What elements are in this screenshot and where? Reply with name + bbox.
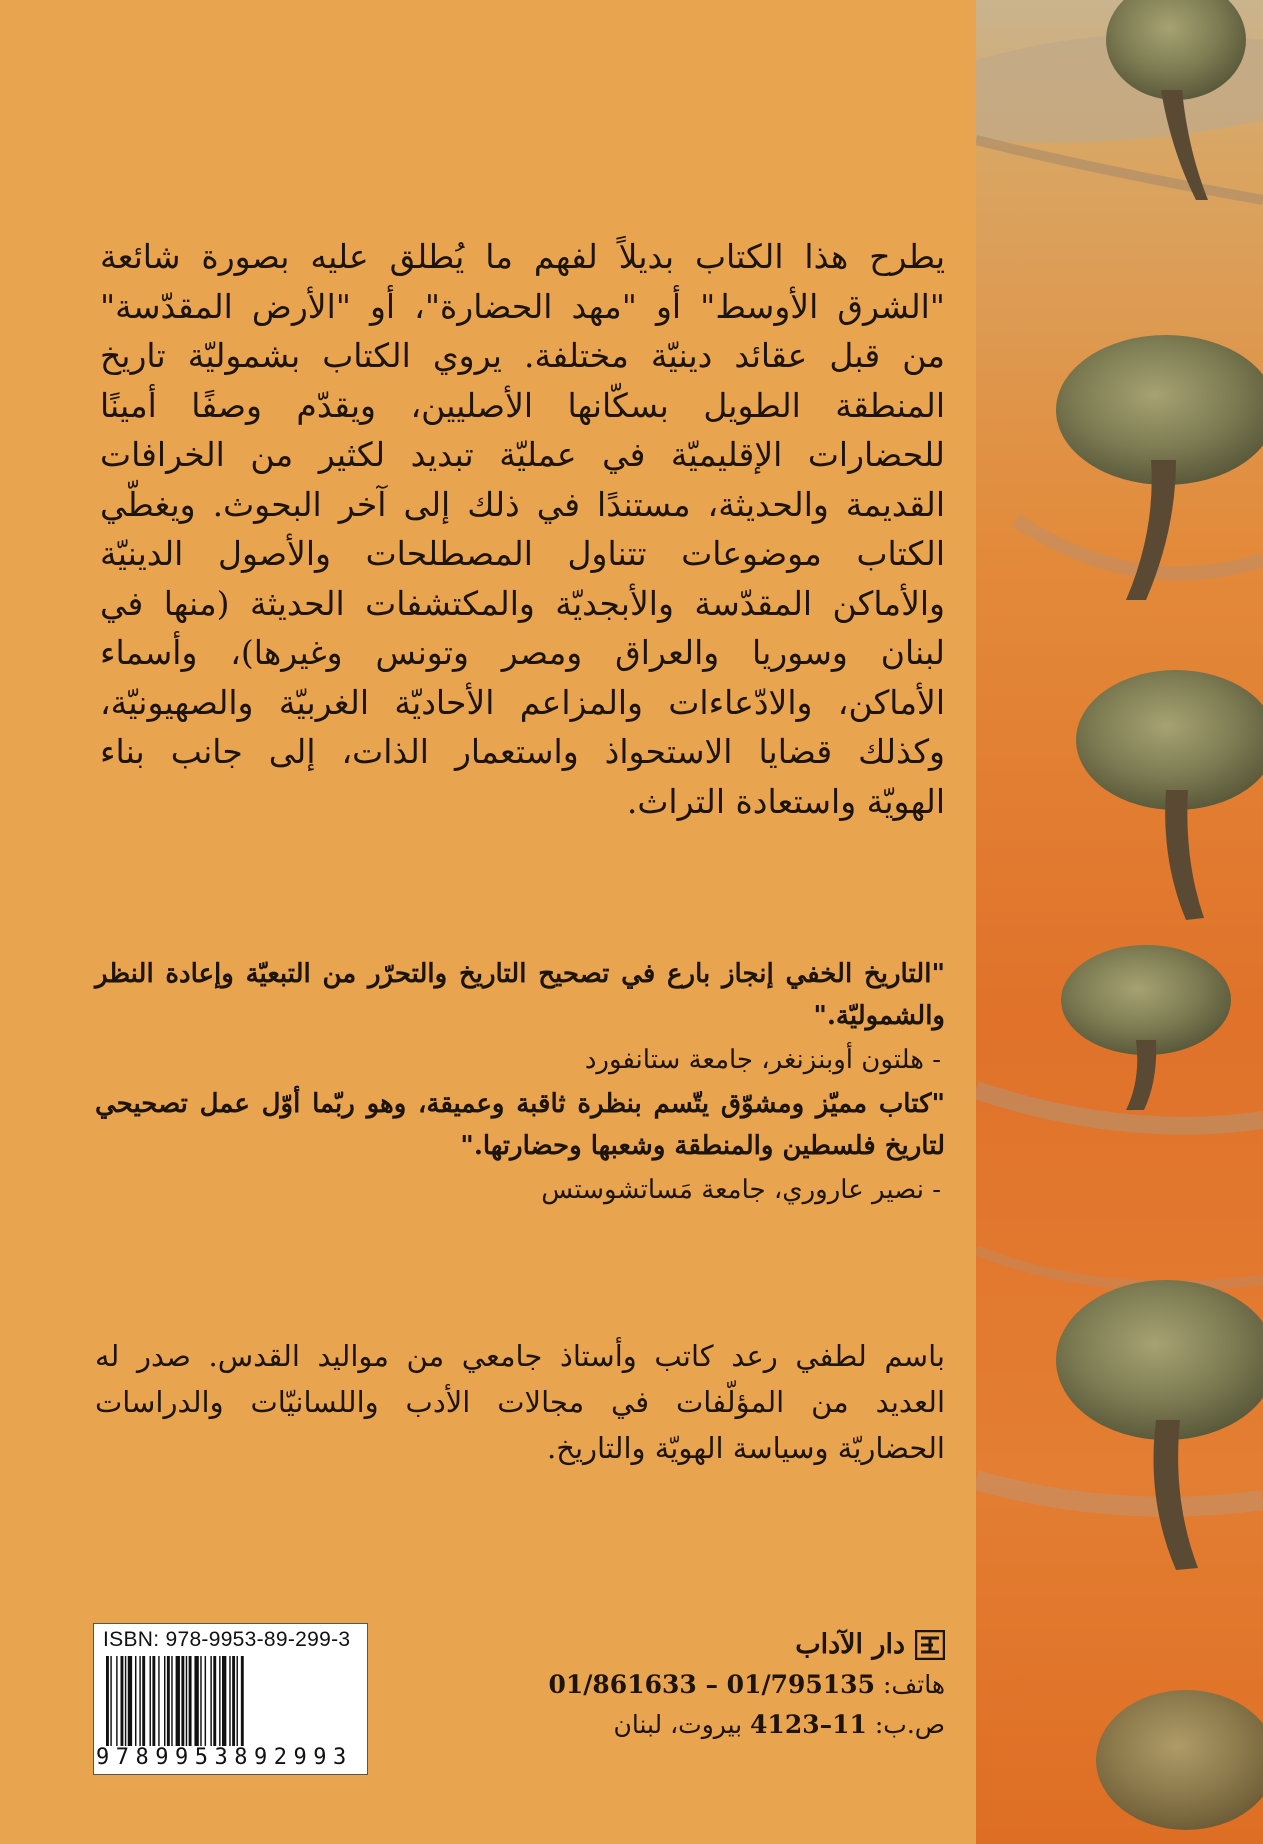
publisher-pobox [525,1705,945,1745]
review-quote [95,1083,945,1213]
quote-attribution: - نصير عاروري، جامعة مَساتشوستس [541,1175,941,1205]
pobox-city: بيروت، لبنان [613,1710,743,1739]
quote-line: لتاريخ فلسطين والمنطقة وشعبها وحضارتها." [460,1131,945,1161]
phone-numbers: 01/861633 – 01/795135 [548,1670,875,1699]
isbn-text: ISBN: 978-9953-89-299-3 [103,1628,351,1651]
publisher-phone [525,1665,945,1705]
bio-line: العديد من المؤلّفات في مجالات الأدب واللسانيّات والدراسات [95,1385,945,1419]
pobox-label: ص.ب: [874,1710,945,1739]
book-description [100,232,945,826]
barcode-bars [106,1656,356,1746]
review-quotes [95,953,945,1213]
description-line: الهويّة واستعادة التراث. [626,781,945,821]
description-line: والأماكن المقدّسة والأبجديّة والمكتشفات الحديثة (منها في [100,583,945,623]
quote-attribution: - هلتون أوبنزنغر، جامعة ستانفورد [584,1045,941,1075]
description-line: يطرح هذا الكتاب بديلاً لفهم ما يُطلق عليه بصورة شائعة [100,237,945,276]
bio-line: باسم لطفي رعد كاتب وأستاذ جامعي من مواليد القدس. صدر له [95,1339,945,1373]
description-line: وكذلك قضايا الاستحواذ واستعمار الذات، إلى جانب بناء [100,732,945,771]
author-bio [95,1333,945,1471]
publisher-info [525,1625,945,1745]
description-line: "الشرق الأوسط" أو "مهد الحضارة"، أو "الأرض المقدّسة" [100,286,945,326]
description-line: لبنان وسوريا والعراق ومصر وتونس وغيرها)، وأسماء [100,633,945,672]
description-line: من قبل عقائد دينيّة مختلفة. يروي الكتاب بشموليّة تاريخ [100,336,945,375]
dar-aladab-logo-icon [915,1630,945,1660]
description-line: للحضارات الإقليميّة في عمليّة تبديد لكثير من الخرافات [100,435,945,474]
publisher-name-row [525,1625,945,1665]
phone-label: هاتف: [882,1670,945,1699]
barcode-digits: 9789953892993 [96,1745,353,1770]
quote-line: "كتاب مميّز ومشوّق يتّسم بنظرة ثاقبة وعميقة، وهو ربّما أوّل عمل تصحيحي [95,1089,945,1119]
review-quote [95,953,945,1083]
bio-line: الحضاريّة وسياسة الهويّة والتاريخ. [547,1431,945,1465]
pobox-number: 4123–11 [750,1710,867,1739]
description-line: الأماكن، والادّعاءات والمزاعم الأحاديّة الغربيّة والصهيونيّة، [100,682,945,722]
olive-tree-painting [976,0,1263,1844]
isbn-barcode [93,1623,368,1775]
publisher-name: دار الآداب [795,1629,905,1660]
description-line: المنطقة الطويل بسكّانها الأصليين، ويقدّم وصفًا أمينًا [100,385,945,425]
description-line: القديمة والحديثة، مستندًا في ذلك إلى آخر البحوث. ويغطّي [100,484,945,524]
quote-line: "التاريخ الخفي إنجاز بارع في تصحيح التاريخ والتحرّر من التبعيّة وإعادة النظر [95,959,945,989]
quote-line: والشموليّة." [813,1001,945,1031]
description-line: الكتاب موضوعات تتناول المصطلحات والأصول الدينيّة [100,534,945,573]
